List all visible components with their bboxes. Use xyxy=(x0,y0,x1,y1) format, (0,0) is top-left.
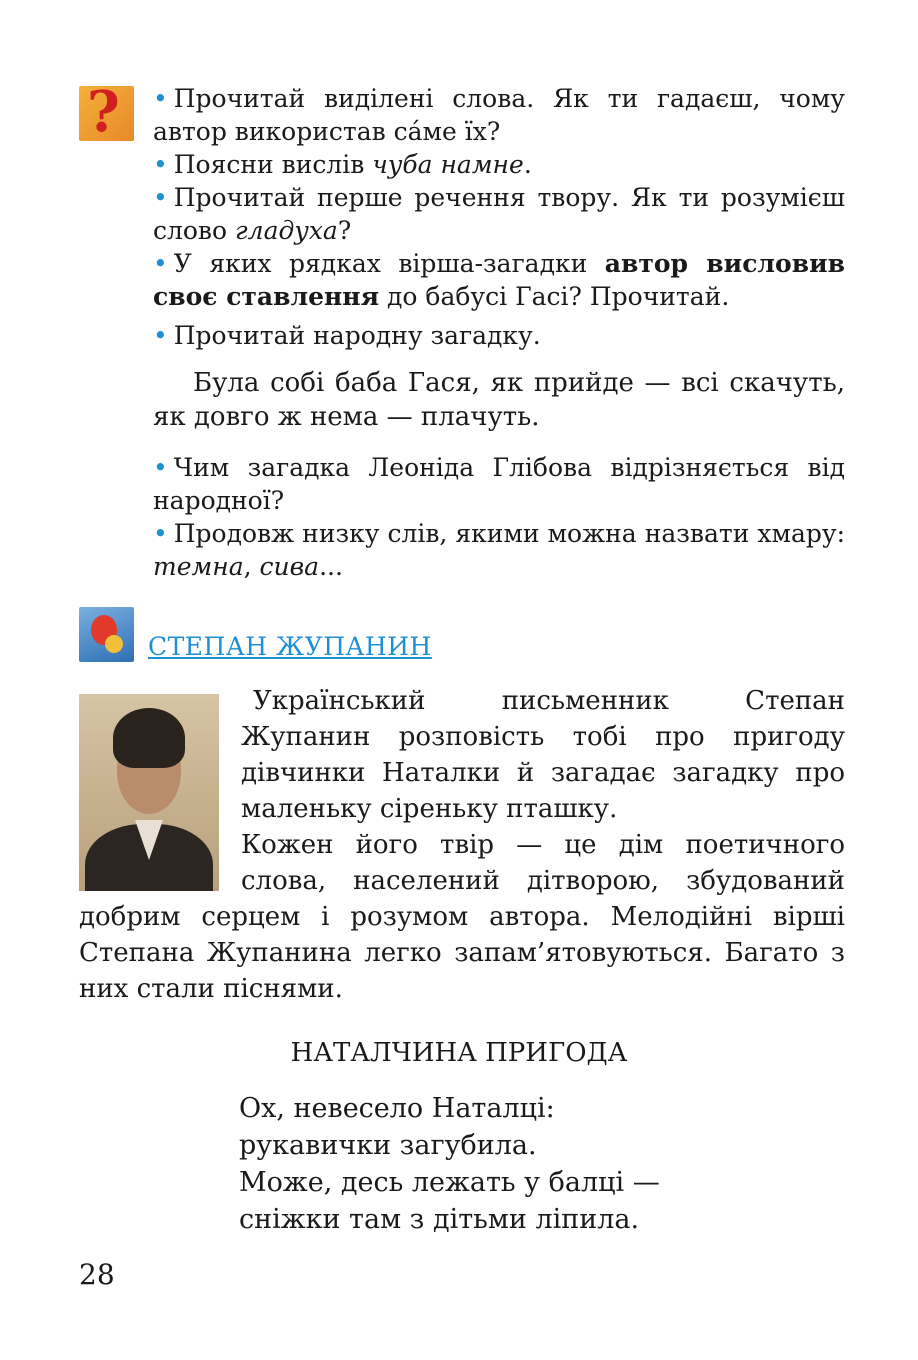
author-bio xyxy=(79,683,845,1007)
question-item: • У яких рядках вірша-загадки автор висловив своє ставлення до бабусі Гасі? Прочитай. xyxy=(153,249,846,311)
ornament-icon xyxy=(79,607,134,662)
folk-riddle: Була собі баба Гася, як прийде — всі скачуть, як довго ж нема — плачуть. xyxy=(153,368,845,432)
question-item: • Прочитай виділені слова. Як ти гадаєш, чому автор використав сáме їх? xyxy=(153,84,845,146)
question-item: • Прочитай перше речення твору. Як ти розумієш слово гладуха? xyxy=(153,183,845,245)
section-title[interactable]: СТЕПАН ЖУПАНИН xyxy=(148,632,432,661)
poem-line: рукавички загубила. xyxy=(239,1130,537,1161)
poem-title: НАТАЛЧИНА ПРИГОДА xyxy=(290,1038,628,1068)
question-mark-icon: ? xyxy=(79,86,134,141)
page-number: 28 xyxy=(79,1258,115,1291)
bio-paragraph-1: Український письменник Степан Жупанин розповість тобі про пригоду дівчинки Наталки й загадає загадку про маленьку сіреньку пташку. xyxy=(241,686,845,824)
question-item: • Чим загадка Леоніда Глібова відрізняється від народної? xyxy=(153,453,845,515)
poem-line: Ох, невесело Наталці: xyxy=(239,1093,555,1124)
questions-list xyxy=(153,82,845,352)
poem-line: Може, десь лежать у балці — xyxy=(239,1167,660,1198)
question-item: • Прочитай народну загадку. xyxy=(153,321,541,350)
question-item: • Поясни вислів чуба намне. xyxy=(153,150,532,179)
poem xyxy=(239,1090,660,1238)
questions-list-2 xyxy=(153,451,845,583)
poem-line: сніжки там з дітьми ліпила. xyxy=(239,1204,640,1235)
bio-paragraph-2: Кожен його твір — це дім поетичного слова, населений дітворою, збудований добрим серцем і розумом автора. Мелодійні вірші Степана Жупанина легко запам’ятовуються. Багато з них стали піснями. xyxy=(79,830,845,1004)
question-item: • Продовж низку слів, якими можна назвати хмару: темна, сива... xyxy=(153,519,845,581)
